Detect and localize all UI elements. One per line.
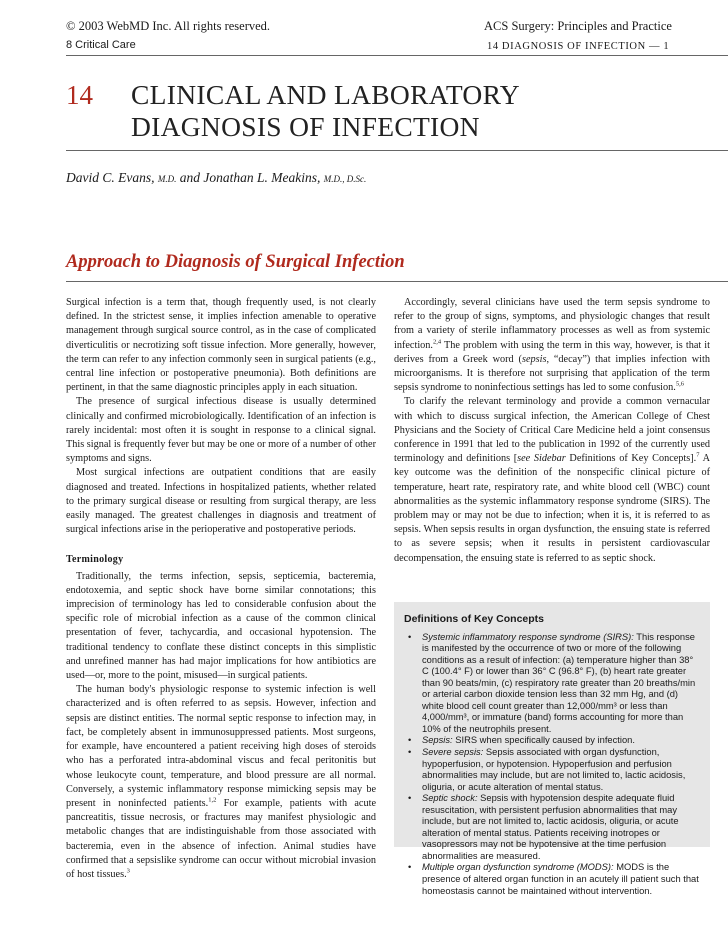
definition-text: MODS is the presence of altered organ function in an acutely ill patient such that homeostasis cannot be maintained without intervention. [422,862,699,896]
chapter-title-line1: CLINICAL AND LABORATORY [131,79,520,110]
paragraph-text: For example, patients with acute pancreatitis, tissue necrosis, or fractures may manifest physiologic and metabolic changes that are indistinguishable from those associated with bacteremia, even in the absence of infection. Animal studies have confirmed that a sepsislike syndrome can occur without microbial invasion of host tissues. [66,797,376,880]
bullet-icon: • [408,793,412,804]
definition-item [404,793,700,862]
definition-term: Systemic inflammatory response syndrome (SIRS): [422,631,634,642]
book-title: ACS Surgery: Principles and Practice [484,19,672,33]
chapter-title-line2: DIAGNOSIS OF INFECTION [131,111,480,142]
definitions-sidebar [394,602,710,896]
section-title: Approach to Diagnosis of Surgical Infection [66,252,405,272]
paragraph-text: A key outcome was the definition of the nonspecific clinical picture of temperature, heart rate, respiratory rate, and white blood cell (WBC) count abnormalities as the systemic inflammatory response syndrome (SIRS). The problem may or may not be due to infection; when it is, it is referred to as sepsis. When sepsis results in organ dysfunction, the ensuing state is referred to as severe sepsis; when it results in persistent cardiovascular decompensation, the ensuing state is referred to as septic shock. [394,453,710,564]
paragraph [394,395,710,565]
reference-marker: 7 [696,451,700,459]
left-column [66,296,376,882]
section-label: 8 Critical Care [66,39,136,51]
chapter-number: 14 [66,80,93,110]
author-1-degree: M.D. [157,174,177,184]
paragraph: Most surgical infections are outpatient conditions that are easily diagnosed and treated. Infections in hospitalized patients, whether related to the primary surgical disease or resulting from surgical therapy, are less easily managed. The greatest challenges in diagnosis and treatment of surgical infections arise in the perioperative and postoperative periods. [66,467,376,536]
definitions-list [404,632,700,898]
author-1: David C. Evans, [66,170,155,185]
definition-term: Sepsis: [422,735,453,746]
bullet-icon: • [408,747,412,758]
authors [66,170,366,186]
reference-marker: 5,6 [675,380,684,388]
chapter-title [131,79,520,143]
paragraph-text: Accordingly, several clinicians have used the term sepsis syndrome to refer to the group of signs, symptoms, and physiologic changes that result from a variety of sterile inflammatory processes as well as from systemic infection. [394,297,710,351]
bullet-icon: • [408,735,412,746]
definition-text: Sepsis associated with organ dysfunction, hypoperfusion, or hypotension. Hypoperfusion and perfusion abnormalities may include, but are not limited to, lactic acidosis, oliguria, or acute alteration of mental status. [422,747,686,792]
definition-item [404,632,700,736]
paragraph: Traditionally, the terms infection, sepsis, septicemia, bacteremia, endotoxemia, and septic shock have borne similar connotations; this imprecision of terminology has led to considerable confusion about the specific role of microbial infection as a cause of the common clinical presentation of fever, tachycardia, and occasional hypotension. The traditional tendency to conflate these distinct concepts in this simplistic and unrefined manner has had major implications for how antibiotics are used—or, more to the point, misused—in surgical patients. [66,570,376,682]
definition-text: SIRS when specifically caused by infection. [452,735,635,746]
definition-text: Sepsis with hypotension despite adequate fluid resuscitation, with persistent perfusion abnormalities that may include, but are not limited to, lactic acidosis, oliguria, or acute alteration of mental status. Patients receiving inotropes or vasopressors may not be hypotensive at the time perfusion abnormalities are measured. [422,793,679,861]
greek-term: sepsis [521,353,547,365]
definition-item [404,735,700,747]
paragraph [394,296,710,395]
paragraph-text: The problem with using the term in this way, however, is that it derives from a Greek word ( [394,339,710,365]
definition-term: Severe sepsis: [422,747,484,758]
sidebar-reference: see Sidebar [517,453,566,465]
right-column [394,296,710,566]
paragraph: The presence of surgical infectious disease is usually determined clinically and confirmed microbiologically. Identification of an infection is rarely incidental: most often it is sought in response to a clinical signal. This signal is frequently fever but may be one or more of a number of other symptoms and signs. [66,396,376,465]
definition-text: This response is manifested by the occurrence of two or more of the following conditions as a result of infection: (a) temperature higher than 38° C (100.4° F) or lower than 36° C (96.8° F), (b) heart rate greater than 90 beats/min, (c) respiratory rate greater than 20 breaths/min or arterial carbon dioxide tension less than 32 mm Hg, and (d) white blood cell count greater than 12,000/mm³ or less than 4,000/mm³, or immature (band) forms accounting for more than 10% of the neutrophils present. [422,631,696,734]
copyright-notice: © 2003 WebMD Inc. All rights reserved. [66,19,271,33]
author-conjunction: and [179,170,200,185]
author-2-degree: M.D., D.Sc. [323,174,367,184]
title-rule [66,150,728,151]
paragraph-text: To clarify the relevant terminology and provide a common vernacular with which to discuss surgical infection, the American College of Chest Physicians and the Society of Critical Care Medicine held a joint consensus conference in 1991 that led to the publication in 1992 of the currently used terminology and definitions [ [394,396,710,465]
paragraph: Surgical infection is a term that, though frequently used, is not clearly defined. In the strictest sense, it implies infection amenable to operative management through surgical source control, as in the case of complicated diverticulitis or necrotizing soft tissue infection. More generally, however, the term can refer to any infection commonly seen in surgical patients (e.g., central line infection or postoperative pneumonia). Both definitions are pertinent, in that the same diagnostic principles apply in each situation. [66,297,376,394]
reference-marker: 2,4 [433,338,442,346]
definition-item [404,747,700,793]
paragraph [66,683,376,882]
reference-marker: 3 [126,867,130,875]
section-rule [66,281,728,282]
header-rule [66,55,728,56]
sidebar-title: Definitions of Key Concepts [404,613,545,625]
terminology-heading: Terminology [66,554,124,566]
running-title: 14 DIAGNOSIS OF INFECTION — 1 [487,41,670,52]
bullet-icon: • [408,862,412,873]
definition-item [404,862,700,897]
bullet-icon: • [408,631,412,642]
definition-term: Multiple organ dysfunction syndrome (MODS): [422,862,614,873]
paragraph-text: Definitions of Key Concepts]. [565,453,697,465]
author-2: Jonathan L. Meakins, [203,170,321,185]
definition-term: Septic shock: [422,793,478,804]
paragraph-text: , “decay”) that implies infection with microorganisms. It is therefore not surprising that application of the term sepsis syndrome to noninfectious settings has led to some confusion. [394,353,710,394]
paragraph-text: The human body's physiologic response to systemic infection is well characterized and is often referred to as sepsis. However, infection and sepsis are distinct entities. The normal septic response to infection may, in fact, be completely absent in immunosuppressed patients. Most surgeons, for example, have encountered a patient receiving high doses of steroids who has a perforated intra-abdominal viscus and fecal peritonitis but whose leukocyte count, temperature, and blood pressure are all normal. Conversely, a systemic inflammatory response mimicking sepsis may be present in noninfected patients. [66,684,376,809]
reference-marker: 1,2 [208,796,217,804]
